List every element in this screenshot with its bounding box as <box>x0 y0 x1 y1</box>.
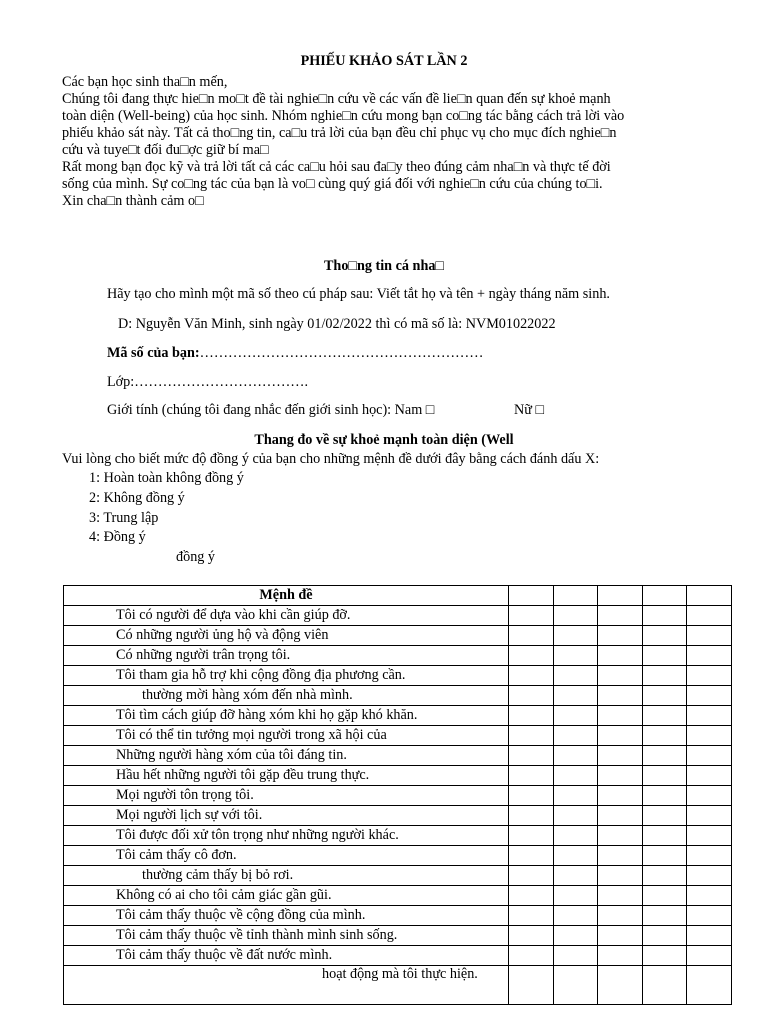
rating-cell[interactable] <box>554 906 598 926</box>
rating-cell[interactable] <box>643 626 687 646</box>
rating-cell[interactable] <box>509 686 554 706</box>
rating-cell[interactable] <box>509 866 554 886</box>
rating-cell[interactable] <box>554 646 598 666</box>
table-row <box>64 726 732 746</box>
rating-cell[interactable] <box>643 726 687 746</box>
rating-header-cell <box>643 586 687 606</box>
rating-cell[interactable] <box>509 786 554 806</box>
rating-cell[interactable] <box>598 786 643 806</box>
rating-cell[interactable] <box>598 826 643 846</box>
rating-cell[interactable] <box>509 606 554 626</box>
table-row <box>64 946 732 966</box>
rating-cell[interactable] <box>598 926 643 946</box>
intro-line: cứu và tuye□t đối đu□ợc giữ bí ma□ <box>62 142 269 158</box>
table-row <box>64 766 732 786</box>
rating-cell[interactable] <box>598 906 643 926</box>
rating-cell[interactable] <box>687 806 732 826</box>
class-field[interactable]: Lớp:………………………………. <box>107 374 309 390</box>
table-row <box>64 846 732 866</box>
rating-cell[interactable] <box>687 766 732 786</box>
rating-cell[interactable] <box>643 886 687 906</box>
gender-male-option[interactable]: Giới tính (chúng tôi đang nhắc đến giới sinh học): Nam □ <box>107 402 435 418</box>
statement-cell: Có những người ủng hộ và động viên <box>64 626 509 646</box>
rating-header-cell <box>554 586 598 606</box>
rating-cell[interactable] <box>554 746 598 766</box>
rating-cell[interactable] <box>509 886 554 906</box>
rating-cell[interactable] <box>554 966 598 1005</box>
rating-cell[interactable] <box>687 666 732 686</box>
rating-cell[interactable] <box>554 866 598 886</box>
table-row <box>64 646 732 666</box>
rating-cell[interactable] <box>509 806 554 826</box>
rating-cell[interactable] <box>687 646 732 666</box>
rating-cell[interactable] <box>643 786 687 806</box>
rating-cell[interactable] <box>554 926 598 946</box>
rating-cell[interactable] <box>509 646 554 666</box>
rating-cell[interactable] <box>598 646 643 666</box>
table-row <box>64 706 732 726</box>
intro-line: Chúng tôi đang thực hie□n mo□t đề tài nghie□n cứu về các vấn đề lie□n quan đến sự khoẻ mạnh <box>62 91 611 107</box>
rating-cell[interactable] <box>554 626 598 646</box>
rating-header-cell <box>687 586 732 606</box>
gender-female-option[interactable]: Nữ □ <box>514 402 545 418</box>
rating-cell[interactable] <box>643 666 687 686</box>
scale-instruction: Vui lòng cho biết mức độ đồng ý của bạn cho những mệnh đề dưới đây bằng cách đánh dấu X: <box>62 451 600 467</box>
rating-cell[interactable] <box>598 666 643 686</box>
rating-cell[interactable] <box>598 706 643 726</box>
table-row <box>64 806 732 826</box>
intro-line: sống của mình. Sự co□ng tác của bạn là vo□ cùng quý giá đối với nghie□n cứu của chúng to□i. <box>62 176 603 192</box>
table-row <box>64 886 732 906</box>
rating-cell[interactable] <box>643 606 687 626</box>
rating-cell[interactable] <box>598 866 643 886</box>
rating-cell[interactable] <box>687 966 732 1005</box>
rating-cell[interactable] <box>554 686 598 706</box>
rating-cell[interactable] <box>643 826 687 846</box>
statement-cell: Tôi tìm cách giúp đỡ hàng xóm khi họ gặp khó khăn. <box>64 706 509 726</box>
statement-cell: Những người hàng xóm của tôi đáng tin. <box>64 746 509 766</box>
rating-cell[interactable] <box>687 946 732 966</box>
rating-cell[interactable] <box>687 886 732 906</box>
scale-option-extra: đồng ý <box>176 549 216 565</box>
rating-cell[interactable] <box>509 826 554 846</box>
rating-cell[interactable] <box>687 726 732 746</box>
rating-cell[interactable] <box>643 906 687 926</box>
rating-cell[interactable] <box>509 846 554 866</box>
rating-header-cell <box>598 586 643 606</box>
rating-cell[interactable] <box>643 646 687 666</box>
table-row <box>64 926 732 946</box>
scale-option-4: 4: Đồng ý <box>89 529 146 545</box>
statement-cell: hoạt động mà tôi thực hiện. <box>64 966 509 1005</box>
scale-option-1: 1: Hoàn toàn không đồng ý <box>89 470 244 486</box>
intro-line: Các bạn học sinh tha□n mến, <box>62 74 228 90</box>
intro-paragraph <box>62 74 717 210</box>
rating-cell[interactable] <box>554 666 598 686</box>
statement-table <box>63 585 732 1005</box>
rating-cell[interactable] <box>554 826 598 846</box>
rating-cell[interactable] <box>643 746 687 766</box>
rating-cell[interactable] <box>643 866 687 886</box>
statement-cell: Tôi được đối xử tôn trọng như những người khác. <box>64 826 509 846</box>
rating-cell[interactable] <box>509 626 554 646</box>
rating-cell[interactable] <box>687 826 732 846</box>
rating-cell[interactable] <box>687 926 732 946</box>
student-code-field[interactable] <box>107 345 483 362</box>
rating-cell[interactable] <box>509 766 554 786</box>
rating-cell[interactable] <box>687 606 732 626</box>
rating-cell[interactable] <box>554 766 598 786</box>
statement-cell: Có những người trân trọng tôi. <box>64 646 509 666</box>
rating-cell[interactable] <box>554 846 598 866</box>
rating-cell[interactable] <box>598 726 643 746</box>
rating-cell[interactable] <box>687 746 732 766</box>
statement-cell: thường cảm thấy bị bỏ rơi. <box>64 866 509 886</box>
rating-cell[interactable] <box>643 926 687 946</box>
table-row <box>64 746 732 766</box>
statement-cell: Không có ai cho tôi cảm giác gần gũi. <box>64 886 509 906</box>
statement-cell: Tôi cảm thấy thuộc về đất nước mình. <box>64 946 509 966</box>
statement-cell: Tôi cảm thấy thuộc về tỉnh thành mình sinh sống. <box>64 926 509 946</box>
rating-cell[interactable] <box>554 806 598 826</box>
rating-cell[interactable] <box>598 626 643 646</box>
statement-cell: Tôi cảm thấy thuộc về cộng đồng của mình. <box>64 906 509 926</box>
rating-cell[interactable] <box>554 886 598 906</box>
rating-cell[interactable] <box>598 966 643 1005</box>
rating-cell[interactable] <box>643 846 687 866</box>
code-instruction: Hãy tạo cho mình một mã số theo cú pháp sau: Viết tắt họ và tên + ngày tháng năm sinh. <box>107 286 610 302</box>
intro-line: Xin cha□n thành cảm o□ <box>62 193 204 209</box>
rating-cell[interactable] <box>598 606 643 626</box>
personal-info-title: Tho□ng tin cá nha□ <box>323 258 445 274</box>
table-row <box>64 866 732 886</box>
statement-cell: Tôi cảm thấy cô đơn. <box>64 846 509 866</box>
intro-line: toàn diện (Well-being) của học sinh. Nhóm nghie□n cứu mong bạn co□ng tác bằng cách trả lời vào <box>62 108 625 124</box>
rating-cell[interactable] <box>643 946 687 966</box>
rating-cell[interactable] <box>687 626 732 646</box>
rating-cell[interactable] <box>509 706 554 726</box>
table-row <box>64 826 732 846</box>
code-example: D: Nguyễn Văn Minh, sinh ngày 01/02/2022 thì có mã số là: NVM01022022 <box>118 316 556 332</box>
rating-cell[interactable] <box>598 746 643 766</box>
table-row <box>64 606 732 626</box>
rating-cell[interactable] <box>643 966 687 1005</box>
rating-cell[interactable] <box>687 706 732 726</box>
rating-cell[interactable] <box>554 606 598 626</box>
rating-cell[interactable] <box>687 686 732 706</box>
rating-cell[interactable] <box>554 786 598 806</box>
rating-cell[interactable] <box>598 946 643 966</box>
rating-cell[interactable] <box>509 906 554 926</box>
table-row <box>64 686 732 706</box>
table-row <box>64 666 732 686</box>
rating-cell[interactable] <box>598 766 643 786</box>
table-row <box>64 906 732 926</box>
rating-cell[interactable] <box>509 966 554 1005</box>
statement-cell: Tôi có người để dựa vào khi cần giúp đỡ. <box>64 606 509 626</box>
rating-cell[interactable] <box>643 806 687 826</box>
rating-cell[interactable] <box>598 846 643 866</box>
intro-line: Rất mong bạn đọc kỹ và trả lời tất cả các ca□u hỏi sau đa□y theo đúng cảm nha□n và thực tế đời <box>62 159 611 175</box>
statement-cell: Mọi người tôn trọng tôi. <box>64 786 509 806</box>
rating-cell[interactable] <box>509 746 554 766</box>
table-row <box>64 966 732 1005</box>
statement-header: Mệnh đề <box>64 586 509 606</box>
rating-cell[interactable] <box>598 886 643 906</box>
statement-cell: thường mời hàng xóm đến nhà mình. <box>64 686 509 706</box>
table-header-row <box>64 586 732 606</box>
rating-cell[interactable] <box>643 766 687 786</box>
rating-cell[interactable] <box>643 706 687 726</box>
statement-cell: Mọi người lịch sự với tôi. <box>64 806 509 826</box>
rating-cell[interactable] <box>509 946 554 966</box>
rating-cell[interactable] <box>509 666 554 686</box>
statement-cell: Tôi tham gia hỗ trợ khi cộng đồng địa phương cần. <box>64 666 509 686</box>
student-code-label: Mã số của bạn: <box>107 345 200 361</box>
rating-cell[interactable] <box>509 926 554 946</box>
rating-cell[interactable] <box>554 726 598 746</box>
rating-cell[interactable] <box>509 726 554 746</box>
statement-cell: Hầu hết những người tôi gặp đều trung thực. <box>64 766 509 786</box>
statement-cell: Tôi có thể tin tưởng mọi người trong xã hội của <box>64 726 509 746</box>
rating-cell[interactable] <box>687 786 732 806</box>
scale-option-2: 2: Không đồng ý <box>89 490 185 506</box>
rating-cell[interactable] <box>598 686 643 706</box>
student-code-dots: …………………………………………………… <box>199 345 484 361</box>
rating-cell[interactable] <box>687 866 732 886</box>
rating-cell[interactable] <box>554 706 598 726</box>
scale-title: Thang đo về sự khoẻ mạnh toàn diện (Well <box>254 432 514 448</box>
rating-cell[interactable] <box>643 686 687 706</box>
intro-line: phiếu khảo sát này. Tất cả tho□ng tin, ca□u trả lời của bạn đều chỉ phục vụ cho mục đích nghie□n <box>62 125 617 141</box>
rating-cell[interactable] <box>687 846 732 866</box>
table-row <box>64 626 732 646</box>
rating-cell[interactable] <box>554 946 598 966</box>
rating-header-cell <box>509 586 554 606</box>
rating-cell[interactable] <box>687 906 732 926</box>
page-title: PHIẾU KHẢO SÁT LẦN 2 <box>300 53 468 69</box>
scale-option-3: 3: Trung lập <box>89 510 159 526</box>
rating-cell[interactable] <box>598 806 643 826</box>
table-row <box>64 786 732 806</box>
